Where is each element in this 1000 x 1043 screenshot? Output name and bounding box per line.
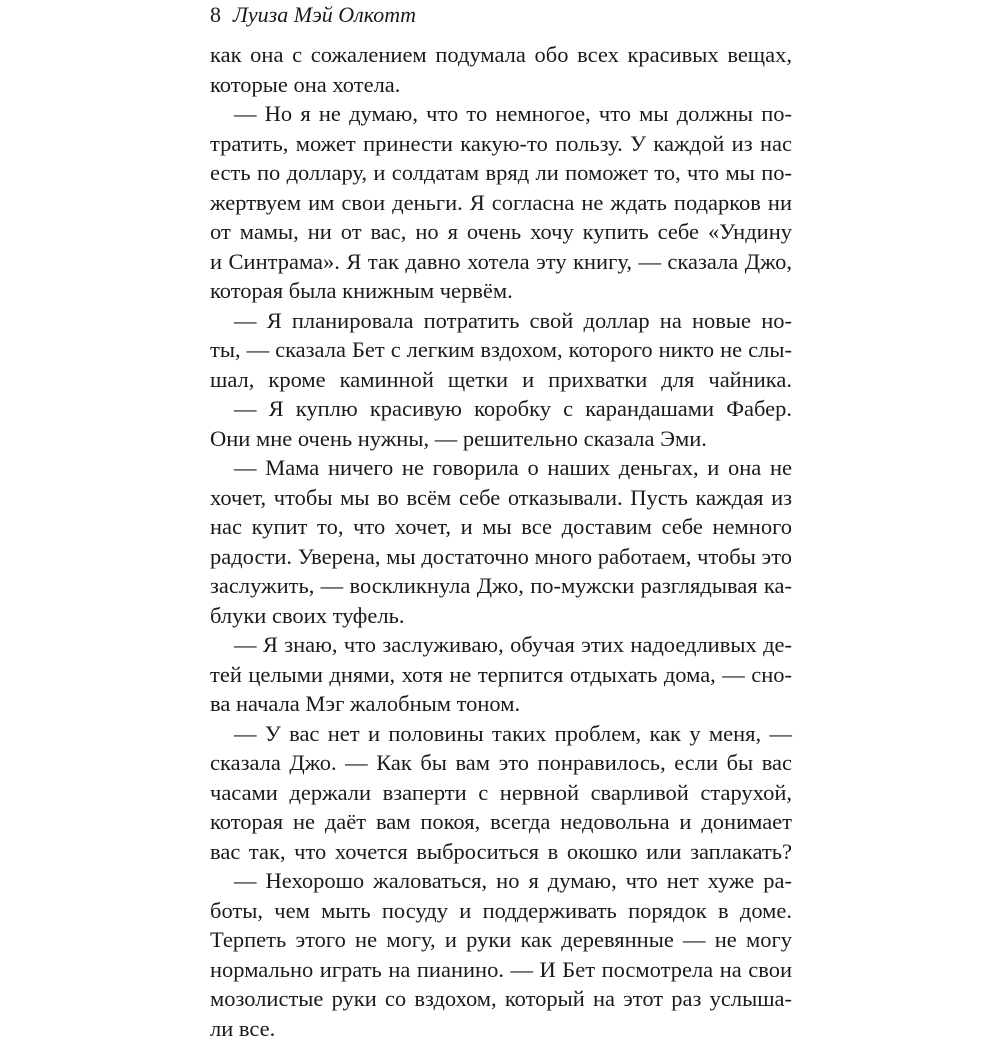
- text-line: вас так, что хочется выброситься в окошко или заплакать?: [210, 837, 792, 867]
- text-line: ты, — сказала Бет с легким вздохом, которого никто не слы-: [210, 335, 792, 365]
- page-number: 8: [210, 0, 221, 30]
- text-line: жертвуем им свои деньги. Я согласна не ждать подарков ни: [210, 188, 792, 218]
- text-line: хочет, чтобы мы во всём себе отказывали. Пусть каждая из: [210, 483, 792, 513]
- text-line: тей целыми днями, хотя не терпится отдыхать дома, — сно-: [210, 660, 792, 690]
- text-line: есть по доллару, и солдатам вряд ли поможет то, что мы по-: [210, 158, 792, 188]
- text-line: мозолистые руки со вздохом, который на этот раз услыша-: [210, 984, 792, 1014]
- body-text: [210, 40, 792, 1043]
- text-line: тратить, может принести какую-то пользу. У каждой из нас: [210, 129, 792, 159]
- text-line: — У вас нет и половины таких проблем, как у меня, —: [210, 719, 792, 749]
- text-line: — Я куплю красивую коробку с карандашами Фабер.: [210, 394, 792, 424]
- text-line: — Я планировала потратить свой доллар на новые но-: [210, 306, 792, 336]
- text-line: Терпеть этого не могу, и руки как деревянные — не могу: [210, 925, 792, 955]
- text-line: — Нехорошо жаловаться, но я думаю, что нет хуже ра-: [210, 866, 792, 896]
- text-line: как она с сожалением подумала обо всех красивых вещах,: [210, 40, 792, 70]
- text-line: сказала Джо. — Как бы вам это понравилось, если бы вас: [210, 748, 792, 778]
- text-line: ва начала Мэг жалобным тоном.: [210, 689, 792, 719]
- text-line: часами держали взаперти с нервной сварливой старухой,: [210, 778, 792, 808]
- text-line: и Синтрама». Я так давно хотела эту книгу, — сказала Джо,: [210, 247, 792, 277]
- text-line: боты, чем мыть посуду и поддерживать порядок в доме.: [210, 896, 792, 926]
- text-line: от мамы, ни от вас, но я очень хочу купить себе «Ундину: [210, 217, 792, 247]
- text-line: Они мне очень нужны, — решительно сказала Эми.: [210, 424, 792, 454]
- text-line: шал, кроме каминной щетки и прихватки для чайника.: [210, 365, 792, 395]
- running-head: [210, 0, 416, 30]
- book-author: Луиза Мэй Олкотт: [233, 0, 416, 30]
- text-line: — Мама ничего не говорила о наших деньгах, и она не: [210, 453, 792, 483]
- text-line: нас купит то, что хочет, и мы все доставим себе немного: [210, 512, 792, 542]
- text-line: которая была книжным червём.: [210, 276, 792, 306]
- text-line: — Я знаю, что заслуживаю, обучая этих надоедливых де-: [210, 630, 792, 660]
- text-line: которые она хотела.: [210, 70, 792, 100]
- text-line: которая не даёт вам покоя, всегда недовольна и донимает: [210, 807, 792, 837]
- text-line: заслужить, — воскликнула Джо, по-мужски разглядывая ка-: [210, 571, 792, 601]
- text-line: ли все.: [210, 1014, 792, 1043]
- text-line: нормально играть на пианино. — И Бет посмотрела на свои: [210, 955, 792, 985]
- text-line: радости. Уверена, мы достаточно много работаем, чтобы это: [210, 542, 792, 572]
- text-line: — Но я не думаю, что то немногое, что мы должны по-: [210, 99, 792, 129]
- text-line: блуки своих туфель.: [210, 601, 792, 631]
